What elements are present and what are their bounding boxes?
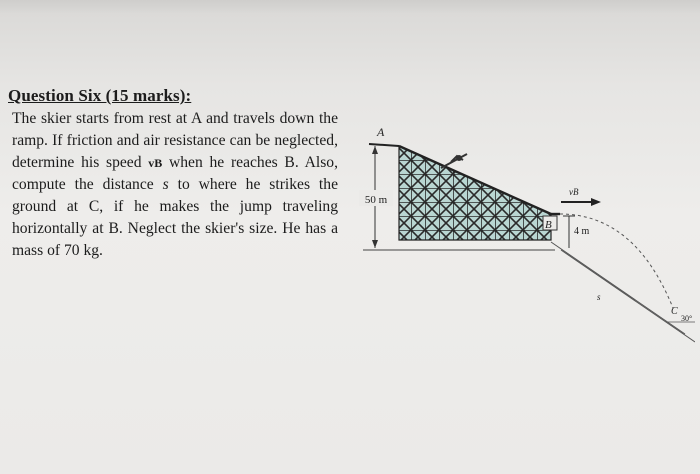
jump-height-label: 4 m [574, 226, 590, 237]
ski-jump-figure [355, 118, 695, 358]
distance-s-label: s [597, 292, 601, 302]
question-text-part-1: The skier starts from rest at A and travels down the ramp. If friction and air resistance can be neglected, determine his speed [12, 110, 338, 171]
point-a-label: A [377, 125, 385, 139]
angle-label: 30° [681, 314, 693, 323]
point-b-label: B [545, 219, 552, 231]
vb-arrow [561, 198, 601, 206]
question-text-part-2: when he reaches B. Also, compute the distance [12, 154, 338, 193]
height-label: 50 m [364, 194, 388, 206]
paper-top-edge [0, 0, 700, 14]
vb-symbol: vB [148, 156, 163, 170]
s-symbol: s [162, 176, 169, 193]
landing-slope [551, 242, 695, 342]
vb-label: vB [569, 187, 579, 197]
ramp-truss [399, 146, 551, 240]
skier-icon [441, 154, 467, 168]
question-title: Question Six (15 marks): [8, 86, 192, 105]
question-text-part-3: to where he strikes the ground at C, if he makes the jump traveling horizontally at B. Neglect the skier's size. He has a mass of 70 kg. [12, 176, 338, 259]
ramp-surface [369, 144, 399, 146]
question-text [8, 108, 338, 262]
point-c-label: C [671, 306, 678, 317]
question-block [8, 86, 338, 262]
